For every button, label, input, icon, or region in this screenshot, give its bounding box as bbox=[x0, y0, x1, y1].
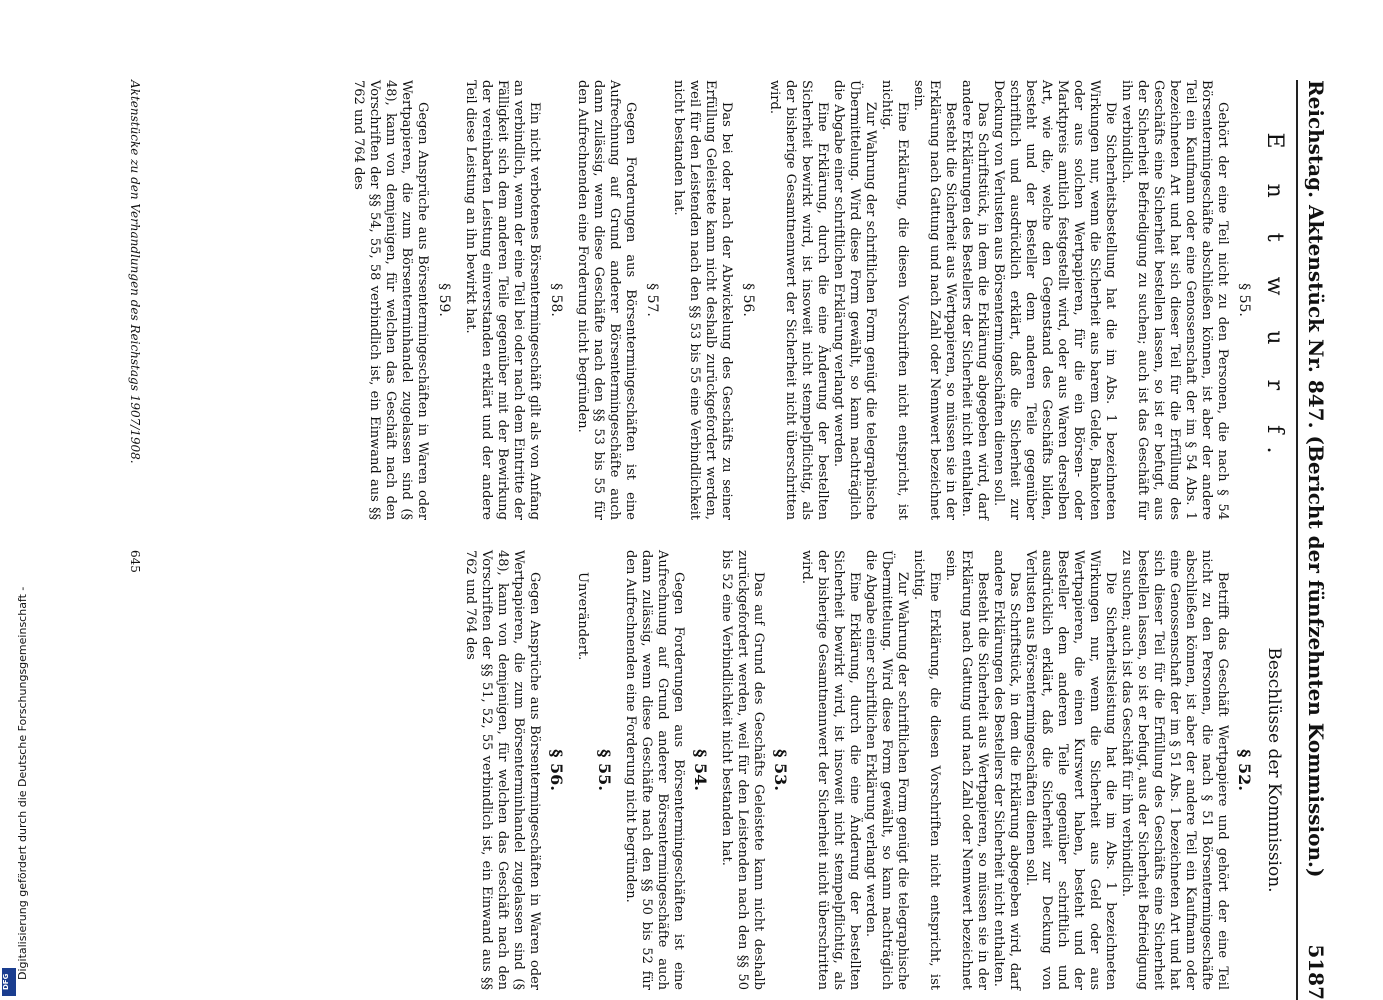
section-heading: § 55. bbox=[1236, 283, 1252, 317]
dfg-logo-icon bbox=[2, 968, 16, 996]
paragraph: Besteht die Sicherheit aus Wertpapieren, so müssen sie in der Erklärung nach Gattung und nach Zahl oder Nennwert bezeichnet sein. bbox=[943, 550, 990, 990]
paragraph: Das bei oder nach der Abwickelung des Geschäfts zu seiner Erfüllung Geleistete kann nicht deshalb zurückgefordert werden, weil für den Leistenden nach den §§ 53 bis 55 eine Verbindlichkeit nicht bestanden hat. bbox=[671, 80, 734, 520]
dfg-logo-text: DFG bbox=[2, 973, 10, 990]
section-heading: § 55. bbox=[595, 749, 614, 791]
header-title: Reichstag. Aktenstück Nr. 847. (Bericht der fünfzehnten Kommission.) bbox=[1304, 80, 1328, 878]
paragraph: Betrifft das Geschäft Wertpapiere und gehört der eine Teil nicht zu den Personen, die nach § 51 Börsentermingeschäfte abschließen können, ist aber der andere Teil ein Kaufmann oder eine Genossenschaft der im § 51 Abs. 1 bezeichneten Art und hat sich dieser Teil für die Erfüllung des Geschäfts eine Sicherheit bestellen lassen, so ist er befugt, aus der Sicherheit Befriedigung zu suchen; auch ist das Geschäft für ihn verbindlich. bbox=[1119, 550, 1230, 990]
section-heading: § 57. bbox=[644, 283, 660, 317]
commission-column bbox=[462, 550, 1288, 990]
header-page-number: 5187 bbox=[1304, 944, 1328, 1000]
section-heading: § 52. bbox=[1235, 749, 1254, 791]
paragraph: Zur Wahrung der schriftlichen Form genügt die telegraphische Übermittelung. Wird diese Form gewählt, so kann nachträglich die Abgabe einer schriftlichen Erklärung verlangt werden. bbox=[863, 550, 910, 990]
paragraph: Unverändert. bbox=[575, 572, 590, 661]
paragraph: Das Schriftstück, in dem die Erklärung abgegeben wird, darf andere Erklärungen des Bestellers der Sicherheit nicht enthalten. bbox=[991, 550, 1022, 990]
paragraph: Eine Erklärung, die diesen Vorschriften nicht entspricht, ist nichtig. bbox=[911, 550, 942, 990]
section-heading: § 56. bbox=[547, 749, 566, 791]
paragraph: Besteht die Sicherheit aus Wertpapieren, so müssen sie in der Erklärung nach Gattung und nach Zahl oder Nennwert bezeichnet sein. bbox=[911, 80, 958, 520]
paragraph: Gegen Ansprüche aus Börsentermingeschäften in Waren oder Wertpapieren, die zum Börsenterminhandel zugelassen sind (§ 48), kann von demjenigen, für welchen das Geschäft nach den Vorschriften der §§ 54, 55, 58 verbindlich ist, ein Einwand aus §§ 762 und 764 des bbox=[351, 80, 430, 520]
section-heading: § 53. bbox=[771, 749, 790, 791]
paragraph: Das auf Grund des Geschäfts Geleistete kann nicht deshalb zurückgefordert werden, weil für den Leistenden nach den §§ 50 bis 52 eine Verbindlichkeit nicht bestanden hat. bbox=[719, 550, 766, 990]
paragraph: Gehört der eine Teil nicht zu den Personen, die nach § 54 Börsentermingeschäfte abschließen können, ist aber der andere Teil ein Kaufmann oder eine Genossenschaft der im § 54 Abs. 1 bezeichneten Art und hat sich dieser Teil für die Erfüllung des Geschäfts eine Sicherheit bestellen lassen, so ist er befugt, aus der Sicherheit Befriedigung zu suchen; auch ist das Geschäft für ihn verbindlich. bbox=[1119, 80, 1230, 520]
digitization-note: Digitalisierung gefördert durch die Deutsche Forschungsgemeinschaft - bbox=[16, 586, 29, 980]
section-heading: § 59. bbox=[436, 283, 452, 317]
section-heading: § 56. bbox=[740, 283, 756, 317]
paragraph: Gegen Forderungen aus Börsentermingeschäften ist eine Aufrechnung auf Grund anderer Börsentermingeschäfte auch dann zulässig, wenn diese Geschäfte nach den §§ 50 bis 52 für den Aufrechnenden eine Forderung nicht begründen. bbox=[623, 550, 686, 990]
paragraph: Eine Erklärung, durch die eine Änderung der bestellten Sicherheit bewirkt wird, ist insoweit nicht stempelpflichtig, als der bisherige Gesamtnennwert der Sicherheit nicht überschritten wird. bbox=[799, 550, 862, 990]
footer-page-number: 645 bbox=[128, 550, 142, 573]
paragraph: Eine Erklärung, die diesen Vorschriften nicht entspricht, ist nichtig. bbox=[879, 80, 910, 520]
paragraph: Gegen Forderungen aus Börsentermingeschäften ist eine Aufrechnung auf Grund anderer Börsentermingeschäfte auch dann zulässig, wenn diese Geschäfte nach den §§ 53 bis 55 für den Aufrechnenden eine Forderung nicht begründen. bbox=[575, 80, 638, 520]
draft-column-title: E n t w u r f. bbox=[1262, 132, 1287, 468]
paragraph: Zur Wahrung der schriftlichen Form genügt die telegraphische Übermittelung. Wird diese Form gewählt, so kann nachträglich die Abgabe einer schriftlichen Erklärung verlangt werden. bbox=[831, 80, 878, 520]
page-header bbox=[1296, 80, 1332, 1000]
draft-column bbox=[350, 80, 1288, 520]
scanned-page bbox=[92, 80, 1332, 1000]
commission-column-title: Beschlüsse der Kommission. bbox=[1264, 647, 1284, 893]
paragraph: Die Sicherheitsbestellung hat die im Abs. 1 bezeichneten Wirkungen nur, wenn die Sicherheit aus barem Gelde, Bankoten oder aus solchen Wertpapieren, für die ein Börsen- oder Marktpreis amtlich festgestellt wird, oder aus Waren derselben Art, wie die, welche den Gegenstand des Geschäfts bilden, besteht und der Besteller dem anderen Teile gegenüber schriftlich und ausdrücklich erklärt, daß die Sicherheit zur Deckung von Verlusten aus Börsentermingeschäften dienen soll. bbox=[991, 80, 1118, 520]
paragraph: Eine Erklärung, durch die eine Änderung der bestellten Sicherheit bewirkt wird, ist insoweit nicht stempelpflichtig, als der bisherige Gesamtnennwert der Sicherheit nicht überschritten wird. bbox=[767, 80, 830, 520]
paragraph: Die Sicherheitsleistung hat die im Abs. 1 bezeichneten Wirkungen nur, wenn die Sicherheit aus Geld oder aus Wertpapieren, die einen Kurswert haben, besteht und der Besteller dem anderen Teile gegenüber schriftlich und ausdrücklich erklärt, daß die Sicherheit zur Deckung von Verlusten aus Börsentermingeschäften dienen soll. bbox=[1023, 550, 1118, 990]
page-footer: Aktenstücke zu den Verhandlungen des Reichstags 1907/1908. bbox=[128, 80, 142, 464]
section-heading: § 54. bbox=[691, 749, 710, 791]
digitization-credit bbox=[0, 586, 29, 1000]
section-heading: § 58. bbox=[548, 283, 564, 317]
paragraph: Ein nicht verbotenes Börsentermingeschäft gilt als von Anfang an verbindlich, wenn der eine Teil bei oder nach dem Eintritte der Fälligkeit sich dem anderen Teile gegenüber mit der Bewirkung der vereinbarten Leistung einverstanden erklärt und der andere Teil diese Leistung an ihn bewirkt hat. bbox=[463, 80, 542, 520]
paragraph: Gegen Ansprüche aus Börsentermingeschäften in Waren oder Wertpapieren, die zum Börsenterminhandel zugelassen sind (§ 48), kann von demjenigen, für welchen das Geschäft nach den Vorschriften der §§ 51, 52, 55 verbindlich ist, ein Einwand aus §§ 762 und 764 des bbox=[463, 550, 542, 990]
paragraph: Das Schriftstück, in dem die Erklärung abgegeben wird, darf andere Erklärungen des Bestellers der Sicherheit nicht enthalten. bbox=[959, 80, 990, 520]
